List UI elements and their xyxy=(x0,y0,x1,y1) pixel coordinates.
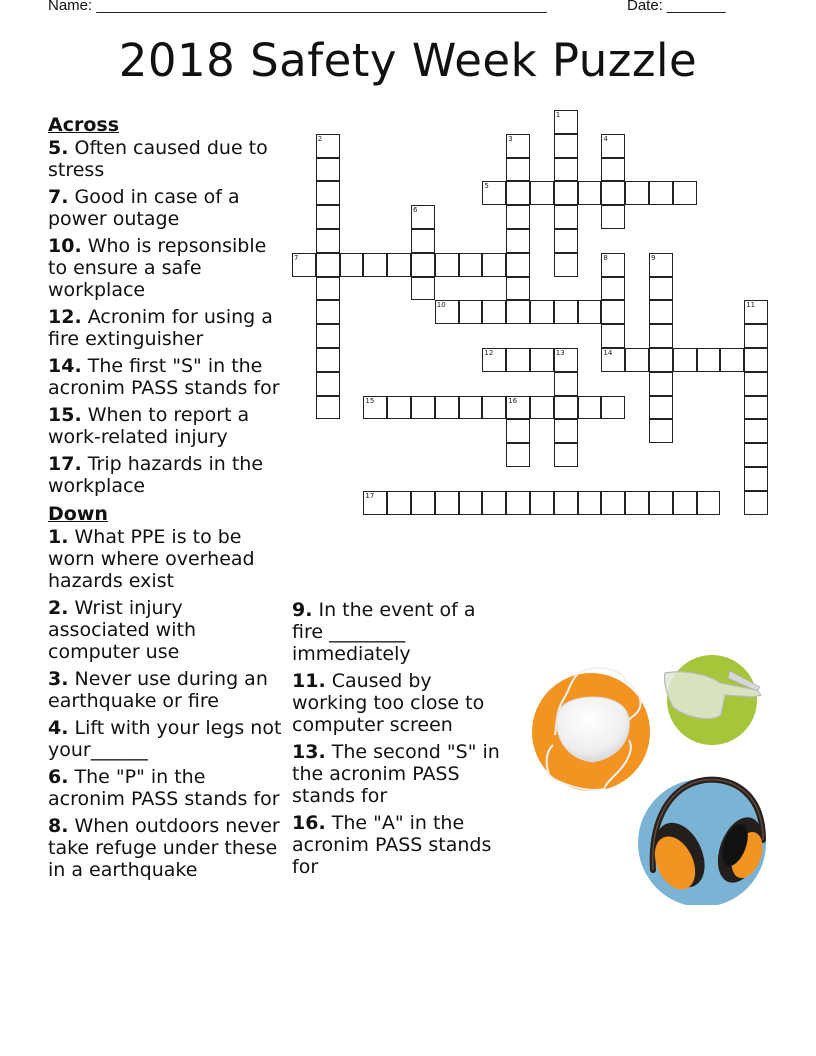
clue-item xyxy=(48,235,284,301)
grid-cell[interactable] xyxy=(340,253,364,277)
cell-number: 2 xyxy=(317,134,323,143)
grid-cell[interactable] xyxy=(506,491,530,515)
grid-cell[interactable] xyxy=(601,205,625,229)
grid-cell[interactable] xyxy=(554,158,578,182)
clue-number: 1. xyxy=(48,526,69,548)
grid-cell[interactable] xyxy=(601,134,625,158)
grid-cell[interactable] xyxy=(554,396,578,420)
cell-number: 11 xyxy=(746,301,756,310)
down-clue-list xyxy=(48,526,284,881)
grid-cell[interactable] xyxy=(316,324,340,348)
clue-text: The "A" in the acronim PASS stands for xyxy=(292,812,492,878)
cell-number: 6 xyxy=(413,206,418,215)
clue-item xyxy=(292,741,507,807)
grid-cell[interactable] xyxy=(506,158,530,182)
clue-text: Trip hazards in the workplace xyxy=(48,453,264,497)
cell-number: 16 xyxy=(508,396,518,405)
grid-cell[interactable] xyxy=(554,419,578,443)
grid-cell[interactable] xyxy=(673,181,697,205)
grid-cell[interactable] xyxy=(649,491,673,515)
safety-glasses-icon xyxy=(664,655,761,745)
grid-cell[interactable] xyxy=(387,396,411,420)
grid-cell[interactable] xyxy=(482,396,506,420)
grid-cell[interactable] xyxy=(554,348,578,372)
cell-number: 13 xyxy=(555,349,565,357)
grid-cell[interactable] xyxy=(601,324,625,348)
grid-cell[interactable] xyxy=(744,443,768,467)
grid-cell[interactable] xyxy=(459,300,483,324)
grid-cell[interactable] xyxy=(744,467,768,491)
grid-cell[interactable] xyxy=(554,181,578,205)
grid-cell[interactable] xyxy=(554,134,578,158)
grid-cell[interactable] xyxy=(625,348,649,372)
clue-text: When to report a work-related injury xyxy=(48,404,250,448)
grid-cell[interactable] xyxy=(601,253,625,277)
grid-cell[interactable] xyxy=(530,181,554,205)
cell-number: 4 xyxy=(603,134,608,143)
grid-cell[interactable] xyxy=(411,229,435,253)
cell-number: 17 xyxy=(365,491,375,500)
grid-cell[interactable] xyxy=(316,348,340,372)
clue-number: 8. xyxy=(48,815,69,837)
grid-cell[interactable] xyxy=(744,491,768,515)
clue-text: The "P" in the acronim PASS stands for xyxy=(48,766,280,810)
grid-cell[interactable] xyxy=(363,396,387,420)
grid-cell[interactable] xyxy=(601,396,625,420)
grid-cell[interactable] xyxy=(601,181,625,205)
clue-text: Who is repsonsible to ensure a safe workplace xyxy=(48,235,267,301)
clue-item xyxy=(48,404,284,448)
across-clue-list xyxy=(48,137,284,497)
grid-cell[interactable] xyxy=(744,396,768,420)
grid-cell[interactable] xyxy=(506,419,530,443)
grid-cell[interactable] xyxy=(387,491,411,515)
clue-text: Acronim for using a fire extinguisher xyxy=(48,306,273,350)
grid-cell[interactable] xyxy=(530,300,554,324)
clue-item xyxy=(292,599,507,665)
grid-cell[interactable] xyxy=(554,372,578,396)
grid-cell[interactable] xyxy=(601,491,625,515)
clue-number: 3. xyxy=(48,668,69,690)
across-heading: Across xyxy=(48,114,120,136)
grid-cell[interactable] xyxy=(316,134,340,158)
grid-cell[interactable] xyxy=(506,348,530,372)
clue-text: When outdoors never take refuge under these in a earthquake xyxy=(48,815,280,881)
clue-text: What PPE is to be worn where overhead hazards exist xyxy=(48,526,255,592)
grid-cell[interactable] xyxy=(435,253,459,277)
grid-cell[interactable] xyxy=(744,372,768,396)
clue-number: 2. xyxy=(48,597,69,619)
clue-number: 15. xyxy=(48,404,82,426)
grid-cell[interactable] xyxy=(554,491,578,515)
clue-item xyxy=(48,526,284,592)
cell-number: 12 xyxy=(484,349,494,357)
grid-cell[interactable] xyxy=(744,324,768,348)
grid-cell[interactable] xyxy=(649,372,673,396)
grid-cell[interactable] xyxy=(601,300,625,324)
grid-cell[interactable] xyxy=(744,300,768,324)
grid-cell[interactable] xyxy=(459,396,483,420)
clue-text: Caused by working too close to computer screen xyxy=(292,670,485,736)
grid-cell[interactable] xyxy=(482,300,506,324)
clue-number: 4. xyxy=(48,717,69,739)
grid-cell[interactable] xyxy=(316,300,340,324)
clue-item xyxy=(48,137,284,181)
clue-item xyxy=(48,717,284,761)
clues-left-column xyxy=(48,113,284,886)
grid-cell[interactable] xyxy=(506,134,530,158)
grid-cell[interactable] xyxy=(649,419,673,443)
grid-cell[interactable] xyxy=(697,491,721,515)
grid-cell[interactable] xyxy=(411,277,435,301)
clue-item xyxy=(48,597,284,663)
clue-item xyxy=(48,766,284,810)
grid-cell[interactable] xyxy=(601,158,625,182)
grid-cell[interactable] xyxy=(316,253,340,277)
grid-cell[interactable] xyxy=(554,205,578,229)
date-field[interactable]: Date: _______ xyxy=(627,0,726,14)
grid-cell[interactable] xyxy=(363,491,387,515)
grid-cell[interactable] xyxy=(578,396,602,420)
cell-number: 14 xyxy=(603,349,613,357)
grid-cell[interactable] xyxy=(720,348,744,372)
clue-number: 7. xyxy=(48,186,69,208)
grid-cell[interactable] xyxy=(387,253,411,277)
clue-text: The first "S" in the acronim PASS stands for xyxy=(48,355,280,399)
grid-cell[interactable] xyxy=(435,300,459,324)
grid-cell[interactable] xyxy=(506,396,530,420)
clue-number: 5. xyxy=(48,137,69,159)
clue-number: 6. xyxy=(48,766,69,788)
cell-number: 10 xyxy=(436,301,446,310)
grid-cell[interactable] xyxy=(459,491,483,515)
grid-cell[interactable] xyxy=(554,229,578,253)
cell-number: 1 xyxy=(555,111,561,119)
name-date-line xyxy=(48,0,768,17)
grid-cell[interactable] xyxy=(554,110,578,134)
grid-cell[interactable] xyxy=(506,443,530,467)
grid-cell[interactable] xyxy=(578,491,602,515)
ppe-illustrations xyxy=(525,645,775,905)
grid-cell[interactable] xyxy=(673,348,697,372)
ear-muffs-icon xyxy=(638,779,770,905)
grid-cell[interactable] xyxy=(649,300,673,324)
clue-text: In the event of a fire ________ immediately xyxy=(292,599,476,665)
clue-number: 11. xyxy=(292,670,326,692)
grid-cell[interactable] xyxy=(578,300,602,324)
grid-cell[interactable] xyxy=(435,396,459,420)
grid-cell[interactable] xyxy=(625,491,649,515)
grid-cell[interactable] xyxy=(316,158,340,182)
grid-cell[interactable] xyxy=(316,229,340,253)
grid-cell[interactable] xyxy=(554,253,578,277)
cell-number: 7 xyxy=(294,253,299,262)
grid-cell[interactable] xyxy=(411,253,435,277)
clue-number: 12. xyxy=(48,306,82,328)
grid-cell[interactable] xyxy=(506,205,530,229)
clue-text: The second "S" in the acronim PASS stands for xyxy=(292,741,500,807)
grid-cell[interactable] xyxy=(744,348,768,372)
grid-cell[interactable] xyxy=(459,253,483,277)
grid-cell[interactable] xyxy=(673,491,697,515)
grid-cell[interactable] xyxy=(649,253,673,277)
grid-cell[interactable] xyxy=(482,491,506,515)
clue-item xyxy=(292,670,507,736)
cell-number: 5 xyxy=(484,182,489,191)
grid-cell[interactable] xyxy=(649,324,673,348)
grid-cell[interactable] xyxy=(411,396,435,420)
grid-cell[interactable] xyxy=(316,277,340,301)
clues-middle-column xyxy=(292,599,507,883)
clue-text: Wrist injury associated with computer use xyxy=(48,597,196,663)
grid-cell[interactable] xyxy=(697,348,721,372)
dust-mask-icon xyxy=(532,668,650,791)
down-clue-list-continued xyxy=(292,599,507,878)
grid-cell[interactable] xyxy=(506,229,530,253)
clue-number: 14. xyxy=(48,355,82,377)
cell-number: 3 xyxy=(508,134,513,143)
clue-text: Often caused due to stress xyxy=(48,137,268,181)
grid-cell[interactable] xyxy=(316,181,340,205)
clue-number: 16. xyxy=(292,812,326,834)
clue-item xyxy=(48,355,284,399)
grid-cell[interactable] xyxy=(506,277,530,301)
cell-number: 9 xyxy=(651,253,656,262)
grid-cell[interactable] xyxy=(625,181,649,205)
grid-cell[interactable] xyxy=(554,443,578,467)
clue-item xyxy=(48,815,284,881)
grid-cell[interactable] xyxy=(292,253,316,277)
clue-number: 13. xyxy=(292,741,326,763)
grid-cell[interactable] xyxy=(506,300,530,324)
grid-cell[interactable] xyxy=(649,277,673,301)
grid-cell[interactable] xyxy=(578,181,602,205)
grid-cell[interactable] xyxy=(316,372,340,396)
grid-cell[interactable] xyxy=(506,253,530,277)
grid-cell[interactable] xyxy=(482,348,506,372)
clue-text: Lift with your legs not your______ xyxy=(48,717,282,761)
grid-cell[interactable] xyxy=(554,300,578,324)
clue-text: Good in case of a power outage xyxy=(48,186,240,230)
clue-item xyxy=(48,306,284,350)
grid-cell[interactable] xyxy=(363,253,387,277)
grid-cell[interactable] xyxy=(530,491,554,515)
grid-cell[interactable] xyxy=(530,396,554,420)
clue-item xyxy=(48,453,284,497)
grid-cell[interactable] xyxy=(482,181,506,205)
clue-text: Never use during an earthquake or fire xyxy=(48,668,268,712)
cell-number: 15 xyxy=(365,396,375,405)
grid-cell[interactable] xyxy=(744,419,768,443)
grid-cell[interactable] xyxy=(601,348,625,372)
grid-cell[interactable] xyxy=(411,491,435,515)
grid-cell[interactable] xyxy=(649,348,673,372)
clue-number: 17. xyxy=(48,453,82,475)
grid-cell[interactable] xyxy=(649,396,673,420)
page-title: 2018 Safety Week Puzzle xyxy=(118,34,698,87)
clue-item xyxy=(48,668,284,712)
clue-number: 9. xyxy=(292,599,313,621)
clue-item xyxy=(292,812,507,878)
grid-cell[interactable] xyxy=(435,491,459,515)
grid-cell[interactable] xyxy=(316,205,340,229)
grid-cell[interactable] xyxy=(411,205,435,229)
grid-cell[interactable] xyxy=(601,277,625,301)
grid-cell[interactable] xyxy=(649,181,673,205)
clue-item xyxy=(48,186,284,230)
grid-cell[interactable] xyxy=(482,253,506,277)
down-heading: Down xyxy=(48,503,108,525)
cell-number: 8 xyxy=(603,253,608,262)
clue-number: 10. xyxy=(48,235,82,257)
grid-cell[interactable] xyxy=(506,181,530,205)
name-field[interactable]: Name: ______________________________________________________ xyxy=(48,0,547,14)
grid-cell[interactable] xyxy=(530,348,554,372)
grid-cell[interactable] xyxy=(316,396,340,420)
